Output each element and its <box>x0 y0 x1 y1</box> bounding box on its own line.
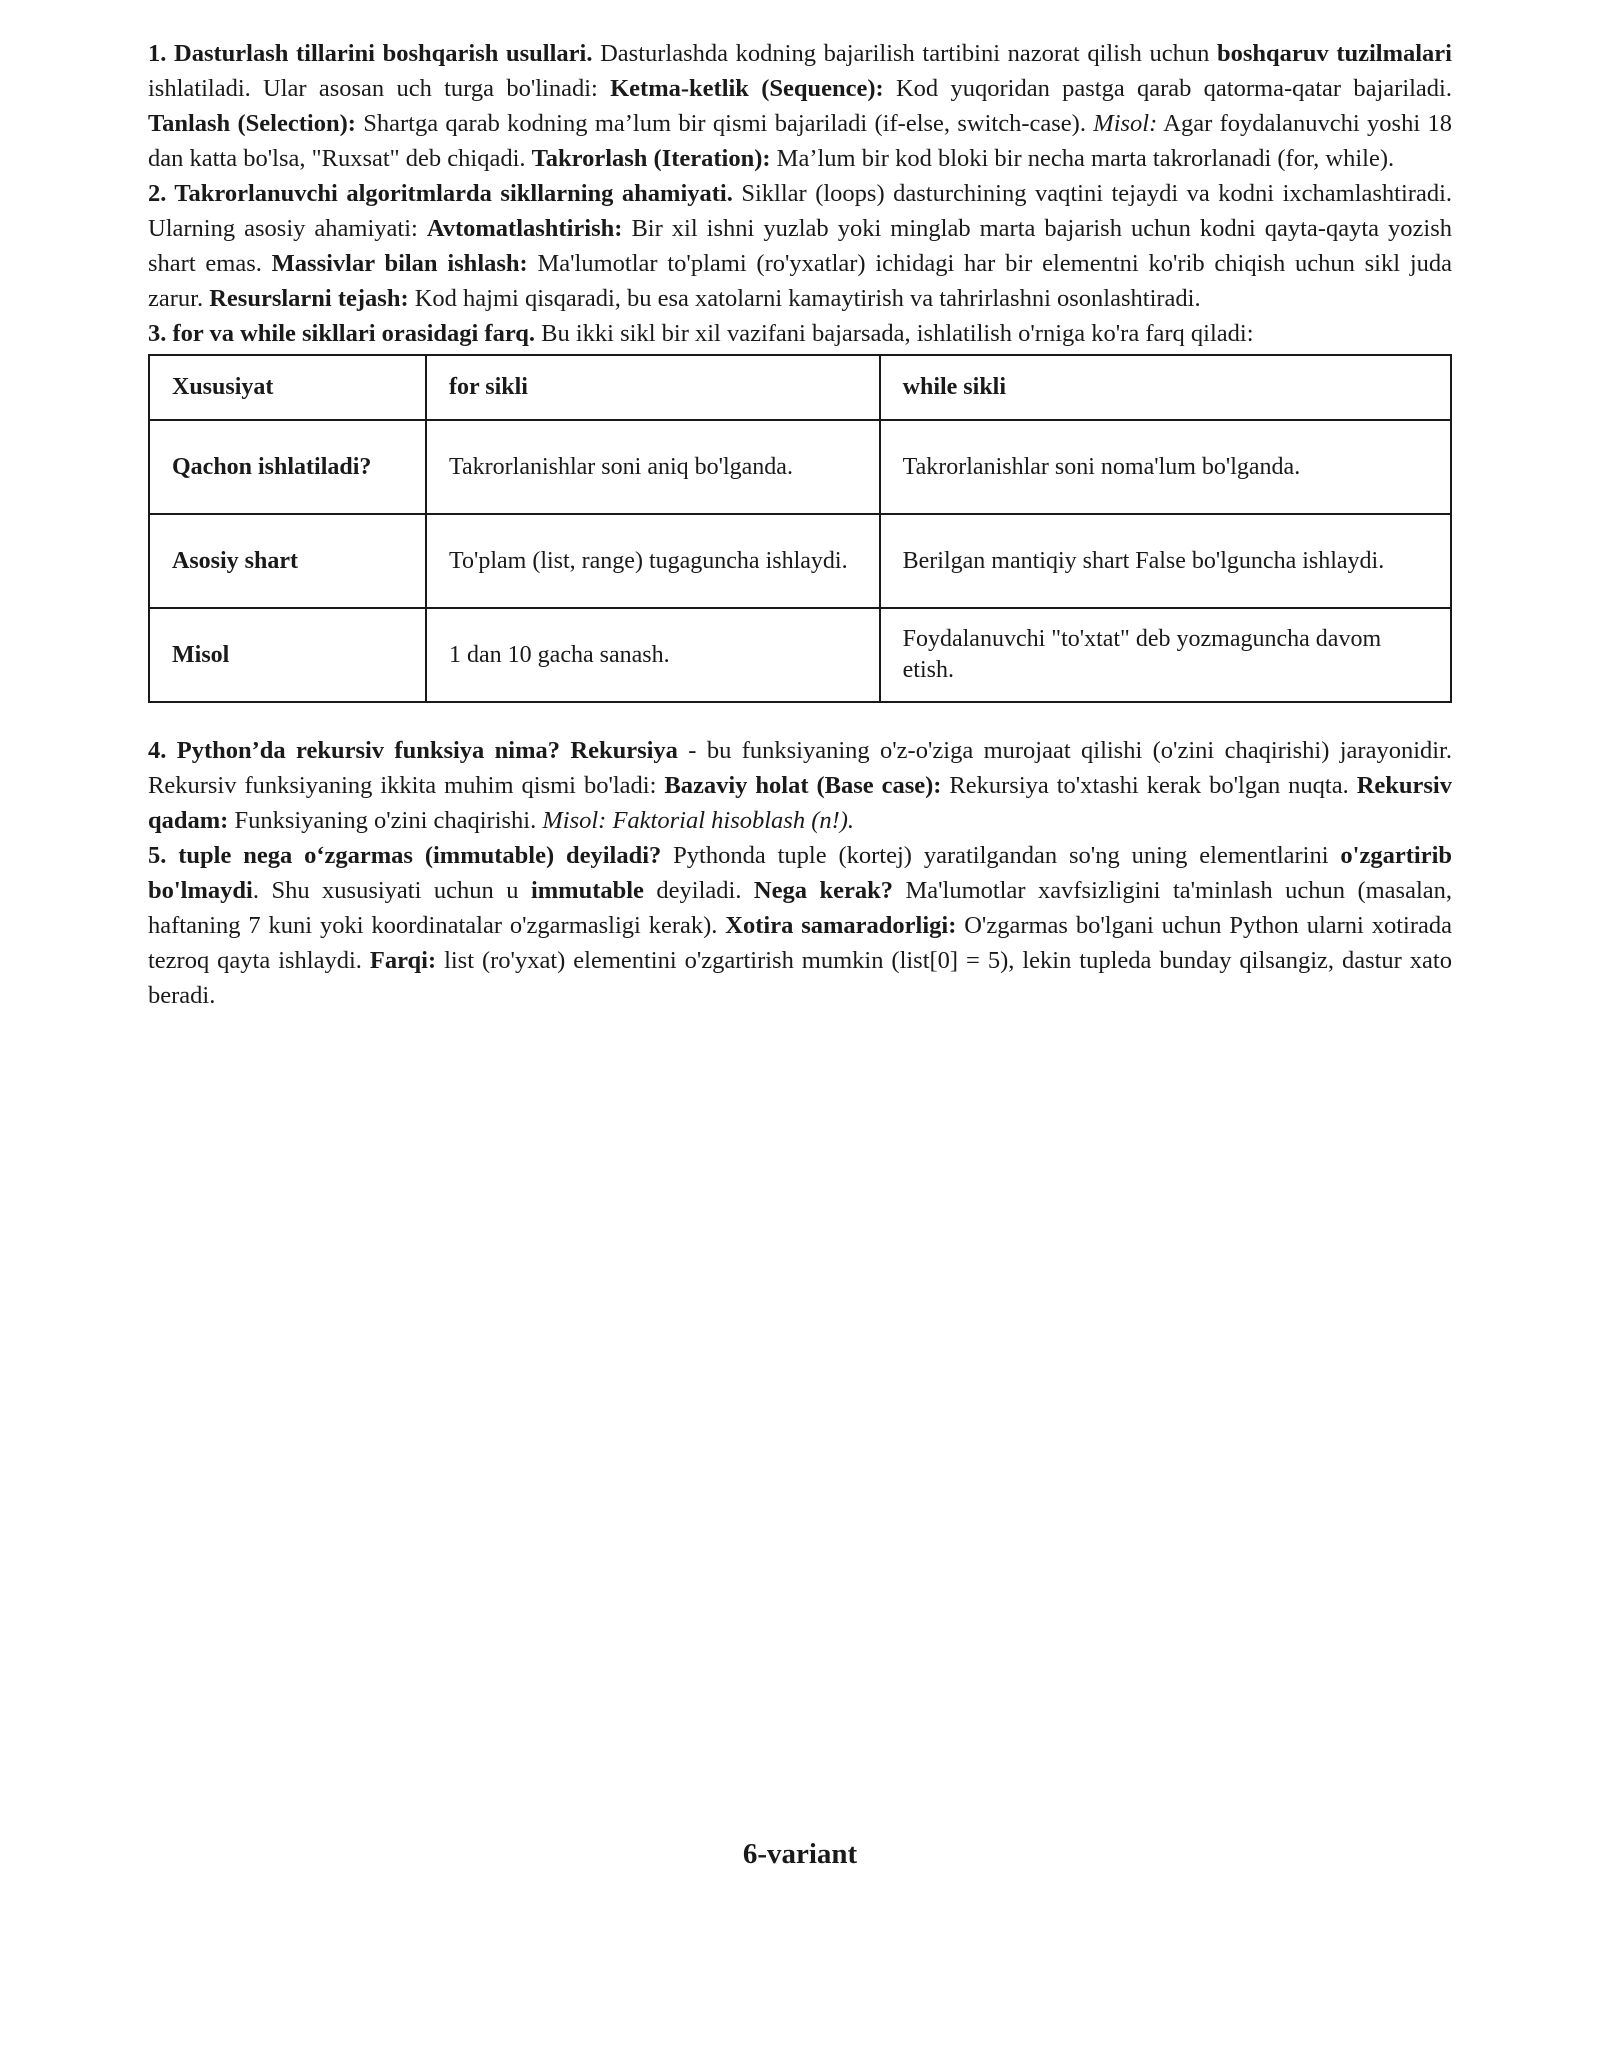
text-run: bo'lganda. <box>688 453 793 480</box>
sections-top <box>148 36 1452 351</box>
text-run: Kod yuqoridan pastga qarab qatorma-qatar bajariladi. <box>883 75 1452 102</box>
text-run: Takrorlanishlar soni <box>902 453 1101 480</box>
italic-text: Misol: Faktorial hisoblash (n!). <box>542 807 855 834</box>
bold-text: 5. tuple nega o‘zgarmas (immutable) deyiladi? <box>148 842 662 869</box>
section-3 <box>148 316 1452 351</box>
text-run: Ma’lum bir kod bloki bir necha marta takrorlanadi (for, while). <box>770 145 1395 172</box>
section-2 <box>148 176 1452 316</box>
text-run: Ma'lumotlar xavfsizligini ta'minlash uchun (masalan, haftaning 7 kuni yoki koordinatalar o'zgarmasligi kerak). <box>148 877 1452 939</box>
table-row <box>149 420 1451 514</box>
section-lower-2 <box>148 838 1452 1013</box>
table-row <box>149 608 1451 702</box>
for-cell <box>426 514 880 608</box>
text-run: Rekursiya to'xtashi kerak bo'lgan nuqta. <box>941 772 1357 799</box>
bold-text: boshqaruv tuzilmalari <box>1217 40 1452 67</box>
bold-text: Ketma-ketlik (Sequence): <box>610 75 884 102</box>
text-run: ishlatiladi. Ular asosan uch turga bo'linadi: <box>148 75 611 102</box>
for-cell <box>426 420 880 514</box>
feature-cell: Qachon ishlatiladi? <box>149 420 426 514</box>
bold-text: 2. Takrorlanuvchi algoritmlarda sikllarning ahamiyati. <box>148 180 733 207</box>
text-run: list (ro'yxat) elementini o'zgartirish mumkin (list[0] = 5), lekin tupleda bunday qilsangiz, dastur xato beradi. <box>148 947 1452 1009</box>
text-run: O'zgarmas bo'lgani uchun Python ularni xotirada tezroq qayta ishlaydi. <box>148 912 1452 974</box>
text-run: . Shu xususiyati uchun u <box>252 877 531 904</box>
text-run: To'plam (list, range) tugaguncha ishlaydi. <box>449 547 848 574</box>
text-run: Takrorlanishlar soni <box>449 453 648 480</box>
section-lower-1 <box>148 733 1452 838</box>
paragraph <box>148 36 1452 176</box>
bold-text: Nega kerak? <box>753 877 893 904</box>
bold-text: Xotira samaradorligi: <box>725 912 957 939</box>
paragraph <box>148 733 1452 838</box>
bold-text: immutable <box>530 877 644 904</box>
text-run: Bu ikki sikl bir xil vazifani bajarsada, ishlatilish o'rniga ko'ra farq qiladi: <box>535 320 1254 347</box>
text-run: Sikllar (loops) dasturchining vaqtini tejaydi va kodni ixchamlashtiradi. Ularning asosiy ahamiyati: <box>148 180 1452 242</box>
bold-text: 3. for va while sikllari orasidagi farq. <box>148 320 536 347</box>
text-run: Bir xil ishni yuzlab yoki minglab marta bajarish uchun kodni qayta-qayta yozish shart emas. <box>148 215 1453 277</box>
text-run: Berilgan mantiqiy shart False bo'lguncha ishlaydi. <box>902 547 1385 574</box>
variant-title: 6-variant <box>742 1838 858 1870</box>
bold-text: 4. Python’da rekursiv funksiya nima? Rekursiya <box>148 737 678 764</box>
bold-text: Bazaviy holat (Base case): <box>664 772 942 799</box>
header-feature: Xususiyat <box>149 355 426 420</box>
feature-cell: Misol <box>149 608 426 702</box>
while-cell <box>880 514 1451 608</box>
bold-text: noma'lum <box>1100 453 1196 480</box>
text-run: Foydalanuvchi "to'xtat" deb yozmaguncha davom etish. <box>902 626 1382 683</box>
text-run: - bu funksiyaning o'z-o'ziga murojaat qilishi (o'zini chaqirishi) jarayonidir. Rekursiv funksiyaning ikkita muhim qismi bo'ladi: <box>148 737 1452 799</box>
text-run: bo'lganda. <box>1195 453 1301 480</box>
header-for: for sikli <box>426 355 880 420</box>
bold-text: Rekursiv qadam: <box>148 772 1452 834</box>
section-1 <box>148 36 1452 176</box>
italic-text: Misol: <box>1093 110 1158 137</box>
text-run: Kod hajmi qisqaradi, bu esa xatolarni kamaytirish va tahrirlashni osonlashtiradi. <box>408 285 1201 312</box>
paragraph <box>148 316 1452 351</box>
text-run: Agar foydalanuvchi yoshi 18 dan katta bo'lsa, "Ruxsat" deb chiqadi. <box>148 110 1452 172</box>
bold-text: 1. Dasturlash tillarini boshqarish usullari. <box>148 40 593 67</box>
spacer <box>148 703 1452 733</box>
bold-text: aniq <box>647 453 689 480</box>
text-run: Funksiyaning o'zini chaqirishi. <box>228 807 543 834</box>
for-cell <box>426 608 880 702</box>
text-run: 1 dan 10 gacha sanash. <box>449 641 670 668</box>
text-run: Pythonda tuple (kortej) yaratilgandan so'ng uning elementlarini <box>661 842 1341 869</box>
bold-text: Massivlar bilan ishlash: <box>271 250 528 277</box>
text-run: deyiladi. <box>643 877 754 904</box>
sections-bottom <box>148 733 1452 1013</box>
bold-text: Resurslarni tejash: <box>209 285 409 312</box>
table-body <box>149 420 1451 702</box>
while-cell <box>880 608 1451 702</box>
text-run: Dasturlashda kodning bajarilish tartibini nazorat qilish uchun <box>592 40 1218 67</box>
bold-text: Avtomatlashtirish: <box>426 215 623 242</box>
header-while: while sikli <box>880 355 1451 420</box>
table-row <box>149 514 1451 608</box>
feature-cell: Asosiy shart <box>149 514 426 608</box>
paragraph <box>148 838 1452 1013</box>
paragraph <box>148 176 1452 316</box>
text-run: Shartga qarab kodning ma’lum bir qismi bajariladi (if-else, switch-case). <box>355 110 1094 137</box>
bold-text: o'zgartirib bo'lmaydi <box>148 842 1452 904</box>
table-header-row <box>149 355 1451 420</box>
bold-text: Farqi: <box>369 947 437 974</box>
text-run: Ma'lumotlar to'plami (ro'yxatlar) ichidagi har bir elementni ko'rib chiqish uchun sikl juda zarur. <box>148 250 1453 312</box>
bold-text: Takrorlash (Iteration): <box>531 145 771 172</box>
bold-text: Tanlash (Selection): <box>148 110 356 137</box>
comparison-table <box>148 354 1452 703</box>
while-cell <box>880 420 1451 514</box>
